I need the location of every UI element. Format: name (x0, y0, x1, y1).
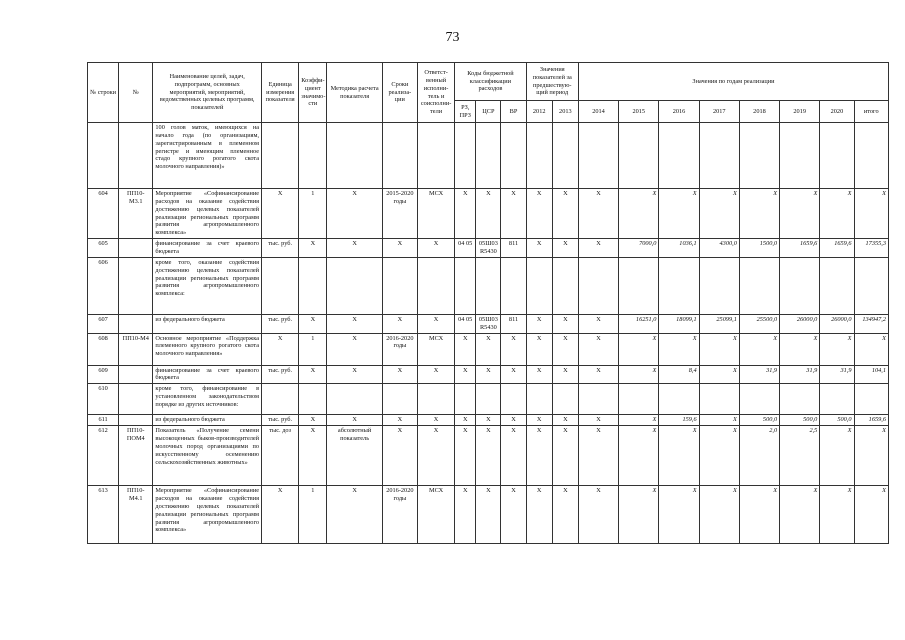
table-row (88, 314, 889, 333)
cell-resp: МСХ (417, 189, 454, 239)
cell-y2020: 500,0 (820, 415, 854, 426)
cell-y2017: X (699, 365, 739, 384)
cell-y2014: X (578, 415, 618, 426)
cell-rz: 04 05 (455, 314, 476, 333)
cell-y2019: X (780, 189, 820, 239)
cell-y2018: 2,0 (739, 426, 779, 486)
cell-rz: X (455, 486, 476, 544)
cell-method (327, 257, 382, 314)
cell-y2014 (578, 257, 618, 314)
cell-method: X (327, 486, 382, 544)
cell-y2020: X (820, 189, 854, 239)
cell-method (327, 384, 382, 415)
header-unit: Единица измерения показателя (262, 63, 299, 123)
cell-row: 611 (88, 415, 119, 426)
cell-resp: МСХ (417, 486, 454, 544)
table-row (88, 486, 889, 544)
cell-total: X (854, 486, 888, 544)
cell-y2016: X (659, 189, 699, 239)
cell-y2015: 16251,0 (619, 314, 659, 333)
cell-y2017: X (699, 415, 739, 426)
cell-row: 607 (88, 314, 119, 333)
cell-unit: тыс. руб. (262, 365, 299, 384)
cell-y2017 (699, 123, 739, 189)
cell-rz (455, 384, 476, 415)
header-code-vr: ВР (501, 101, 526, 123)
cell-y2020 (820, 384, 854, 415)
cell-row: 604 (88, 189, 119, 239)
header-year-2016: 2016 (659, 101, 699, 123)
cell-total: X (854, 333, 888, 365)
cell-y2017 (699, 384, 739, 415)
cell-rz (455, 257, 476, 314)
cell-method: X (327, 333, 382, 365)
cell-vr (501, 384, 526, 415)
cell-terms: X (382, 365, 417, 384)
cell-y2016: 159,6 (659, 415, 699, 426)
cell-total (854, 123, 888, 189)
cell-y2014 (578, 384, 618, 415)
cell-y2018: 25500,0 (739, 314, 779, 333)
cell-unit: X (262, 486, 299, 544)
header-code-rz: РЗ, ПРЗ (455, 101, 476, 123)
header-year-2015: 2015 (619, 101, 659, 123)
header-total: итого (854, 101, 888, 123)
cell-y2012: X (526, 333, 552, 365)
cell-terms: 2015-2020 годы (382, 189, 417, 239)
cell-unit: тыс. руб. (262, 415, 299, 426)
cell-method: абсолютный показатель (327, 426, 382, 486)
cell-y2013: X (552, 426, 578, 486)
cell-num (119, 239, 153, 258)
cell-terms: X (382, 415, 417, 426)
cell-total: 1659,6 (854, 415, 888, 426)
cell-unit (262, 384, 299, 415)
cell-resp: X (417, 365, 454, 384)
cell-rz: X (455, 426, 476, 486)
cell-y2016: X (659, 486, 699, 544)
cell-row (88, 123, 119, 189)
cell-name: финансирование за счет краевого бюджета (153, 365, 262, 384)
cell-name: Мероприятие «Софинансирование расходов на оказание содействия достижению целевых показателей реализации региональных программ развития агропромышленного комплекса» (153, 486, 262, 544)
cell-row: 609 (88, 365, 119, 384)
cell-total: 134947,2 (854, 314, 888, 333)
cell-csr (476, 123, 501, 189)
header-terms: Сроки реализа-ции (382, 63, 417, 123)
cell-y2018: 31,9 (739, 365, 779, 384)
cell-y2014: X (578, 365, 618, 384)
table-row (88, 415, 889, 426)
header-name: Наименование целей, задач, подпрограмм, основных мероприятий, мероприятий, ведомственных целевых программ, показателей (153, 63, 262, 123)
cell-y2016 (659, 123, 699, 189)
cell-coef: X (299, 314, 327, 333)
cell-y2018 (739, 384, 779, 415)
cell-vr: 811 (501, 314, 526, 333)
cell-y2012 (526, 123, 552, 189)
cell-num: ПП10-М4.1 (119, 486, 153, 544)
cell-y2015: 7000,0 (619, 239, 659, 258)
cell-vr (501, 257, 526, 314)
cell-name: финансирование за счет краевого бюджета (153, 239, 262, 258)
cell-resp (417, 123, 454, 189)
cell-total: X (854, 426, 888, 486)
cell-total: 17355,3 (854, 239, 888, 258)
cell-terms: 2016-2020 годы (382, 486, 417, 544)
cell-name: из федерального бюджета (153, 415, 262, 426)
cell-y2015: X (619, 486, 659, 544)
cell-y2017: X (699, 333, 739, 365)
cell-num: ПП10-ПОМ4 (119, 426, 153, 486)
cell-y2012 (526, 257, 552, 314)
cell-y2014: X (578, 314, 618, 333)
header-year-2018: 2018 (739, 101, 779, 123)
cell-num (119, 314, 153, 333)
indicators-table (87, 62, 889, 544)
header-responsible: Ответст-венный исполни-тель и соисполни-тели (417, 63, 454, 123)
cell-y2015: X (619, 189, 659, 239)
cell-name: Показатель «Получение семени высокоценных быков-производителей молочных пород организациями по искусственному осеменению сельскохозяйственных животных» (153, 426, 262, 486)
cell-name: кроме того, оказание содействия достижению целевых показателей реализации региональных программ развития агропромышленного комплекса: (153, 257, 262, 314)
cell-terms: X (382, 239, 417, 258)
cell-name: кроме того, финансирование в установленном законодательством порядке из других источников: (153, 384, 262, 415)
cell-csr: X (476, 486, 501, 544)
page-number: 73 (445, 30, 460, 45)
cell-y2018: X (739, 486, 779, 544)
table-body (88, 123, 889, 544)
cell-y2012: X (526, 415, 552, 426)
cell-num (119, 415, 153, 426)
cell-row: 606 (88, 257, 119, 314)
cell-csr: X (476, 189, 501, 239)
cell-y2014: X (578, 426, 618, 486)
cell-y2020: X (820, 333, 854, 365)
header-year-2014: 2014 (578, 101, 618, 123)
cell-vr: X (501, 365, 526, 384)
cell-y2012: X (526, 189, 552, 239)
cell-y2013 (552, 123, 578, 189)
cell-unit: X (262, 189, 299, 239)
cell-csr: X (476, 426, 501, 486)
cell-rz: X (455, 333, 476, 365)
cell-y2015 (619, 384, 659, 415)
header-year-2017: 2017 (699, 101, 739, 123)
cell-y2019 (780, 384, 820, 415)
cell-y2016: X (659, 426, 699, 486)
cell-y2017: X (699, 486, 739, 544)
cell-y2018: 1500,0 (739, 239, 779, 258)
cell-y2019: X (780, 486, 820, 544)
cell-coef: X (299, 365, 327, 384)
cell-csr: X (476, 333, 501, 365)
cell-terms: 2016-2020 годы (382, 333, 417, 365)
cell-y2019: 2,5 (780, 426, 820, 486)
cell-coef (299, 123, 327, 189)
cell-y2012: X (526, 426, 552, 486)
cell-y2018 (739, 123, 779, 189)
header-row-number: № строки (88, 63, 119, 123)
cell-unit: X (262, 333, 299, 365)
cell-y2017 (699, 257, 739, 314)
cell-y2014: X (578, 486, 618, 544)
cell-resp (417, 384, 454, 415)
cell-y2020 (820, 123, 854, 189)
cell-method: X (327, 314, 382, 333)
header-code-csr: ЦСР (476, 101, 501, 123)
cell-y2015 (619, 257, 659, 314)
cell-y2018 (739, 257, 779, 314)
cell-num (119, 384, 153, 415)
cell-y2018: 500,0 (739, 415, 779, 426)
cell-terms: X (382, 314, 417, 333)
cell-row: 608 (88, 333, 119, 365)
cell-num (119, 123, 153, 189)
cell-terms: X (382, 426, 417, 486)
cell-y2013: X (552, 239, 578, 258)
header-method: Методика расчета показателя (327, 63, 382, 123)
cell-coef: X (299, 239, 327, 258)
cell-total (854, 384, 888, 415)
cell-csr: X (476, 365, 501, 384)
cell-y2016 (659, 257, 699, 314)
cell-y2013: X (552, 365, 578, 384)
cell-y2014: X (578, 333, 618, 365)
cell-rz: X (455, 365, 476, 384)
table-row (88, 239, 889, 258)
cell-method: X (327, 415, 382, 426)
cell-y2013: X (552, 415, 578, 426)
cell-terms (382, 123, 417, 189)
cell-csr: 05Ш03 R5430 (476, 314, 501, 333)
cell-y2020 (820, 257, 854, 314)
cell-method (327, 123, 382, 189)
cell-y2019 (780, 257, 820, 314)
cell-vr (501, 123, 526, 189)
cell-y2020: 26000,0 (820, 314, 854, 333)
cell-coef (299, 384, 327, 415)
cell-y2013 (552, 384, 578, 415)
cell-csr: X (476, 415, 501, 426)
cell-resp: X (417, 314, 454, 333)
header-years: Значения по годам реализации (578, 63, 888, 101)
cell-row: 605 (88, 239, 119, 258)
header-row (88, 63, 889, 101)
cell-y2016: X (659, 333, 699, 365)
cell-coef (299, 257, 327, 314)
cell-y2016: 1036,1 (659, 239, 699, 258)
table-row (88, 257, 889, 314)
cell-name: из федерального бюджета (153, 314, 262, 333)
cell-name: Мероприятие «Софинансирование расходов на оказание содействия достижению целевых показателей реализации региональных программ развития агропромышленного комплекса» (153, 189, 262, 239)
cell-y2016 (659, 384, 699, 415)
cell-y2015: X (619, 415, 659, 426)
cell-unit: тыс. доз (262, 426, 299, 486)
header-year-2020: 2020 (820, 101, 854, 123)
cell-y2015: X (619, 365, 659, 384)
cell-y2017: X (699, 189, 739, 239)
cell-y2020: X (820, 426, 854, 486)
cell-terms (382, 257, 417, 314)
cell-y2016: 8,4 (659, 365, 699, 384)
cell-y2019: X (780, 333, 820, 365)
cell-y2019 (780, 123, 820, 189)
cell-y2019: 31,9 (780, 365, 820, 384)
header-budget-codes: Коды бюджетной классификации расходов (455, 63, 526, 101)
cell-method: X (327, 189, 382, 239)
cell-total (854, 257, 888, 314)
cell-rz: X (455, 415, 476, 426)
cell-coef: 1 (299, 333, 327, 365)
cell-vr: X (501, 415, 526, 426)
header-year-2012: 2012 (526, 101, 552, 123)
cell-csr (476, 257, 501, 314)
cell-coef: X (299, 426, 327, 486)
cell-y2018: X (739, 333, 779, 365)
cell-y2014: X (578, 239, 618, 258)
cell-method: X (327, 239, 382, 258)
cell-y2017: 25099,1 (699, 314, 739, 333)
cell-unit: тыс. руб. (262, 239, 299, 258)
cell-total: 104,1 (854, 365, 888, 384)
cell-resp: X (417, 415, 454, 426)
cell-y2012: X (526, 239, 552, 258)
table-row (88, 365, 889, 384)
cell-y2013: X (552, 333, 578, 365)
cell-rz (455, 123, 476, 189)
cell-vr: X (501, 426, 526, 486)
cell-csr (476, 384, 501, 415)
cell-y2014 (578, 123, 618, 189)
cell-y2019: 500,0 (780, 415, 820, 426)
cell-y2012 (526, 384, 552, 415)
cell-y2012: X (526, 365, 552, 384)
cell-csr: 05Ш03 R5430 (476, 239, 501, 258)
cell-row: 613 (88, 486, 119, 544)
cell-resp: МСХ (417, 333, 454, 365)
cell-y2017: X (699, 426, 739, 486)
header-number: № (119, 63, 153, 123)
cell-vr: 811 (501, 239, 526, 258)
table-row (88, 333, 889, 365)
cell-y2019: 1659,6 (780, 239, 820, 258)
cell-y2013: X (552, 314, 578, 333)
cell-y2015: X (619, 333, 659, 365)
cell-terms (382, 384, 417, 415)
cell-row: 610 (88, 384, 119, 415)
cell-num: ПП10-М4 (119, 333, 153, 365)
cell-rz: 04 05 (455, 239, 476, 258)
cell-y2020: 31,9 (820, 365, 854, 384)
table-row (88, 426, 889, 486)
header-year-2019: 2019 (780, 101, 820, 123)
cell-y2014: X (578, 189, 618, 239)
cell-y2020: 1659,6 (820, 239, 854, 258)
cell-vr: X (501, 486, 526, 544)
cell-method: X (327, 365, 382, 384)
header-year-2013: 2013 (552, 101, 578, 123)
cell-coef: X (299, 415, 327, 426)
cell-unit: тыс. руб. (262, 314, 299, 333)
cell-resp: X (417, 239, 454, 258)
cell-coef: 1 (299, 189, 327, 239)
cell-y2018: X (739, 189, 779, 239)
cell-row: 612 (88, 426, 119, 486)
cell-resp (417, 257, 454, 314)
cell-vr: X (501, 189, 526, 239)
cell-unit (262, 123, 299, 189)
cell-y2012: X (526, 314, 552, 333)
header-coefficient: Коэффи-циент значимо-сти (299, 63, 327, 123)
cell-y2013: X (552, 486, 578, 544)
cell-unit (262, 257, 299, 314)
cell-y2015: X (619, 426, 659, 486)
cell-resp: X (417, 426, 454, 486)
cell-y2019: 26000,0 (780, 314, 820, 333)
cell-y2013 (552, 257, 578, 314)
table-row (88, 123, 889, 189)
cell-num (119, 365, 153, 384)
cell-y2017: 4300,0 (699, 239, 739, 258)
cell-y2012: X (526, 486, 552, 544)
cell-y2020: X (820, 486, 854, 544)
cell-name: 100 голов маток, имеющихся на начало года (по организациям, зарегистрированным в племенном регистре и имеющим племенное стадо крупного рогатого скота молочного направления)» (153, 123, 262, 189)
cell-y2013: X (552, 189, 578, 239)
cell-num (119, 257, 153, 314)
cell-vr: X (501, 333, 526, 365)
cell-rz: X (455, 189, 476, 239)
cell-y2016: 18099,1 (659, 314, 699, 333)
cell-coef: 1 (299, 486, 327, 544)
header-previous-period: Значения показателей за предшествую-щий период (526, 63, 578, 101)
table-row (88, 189, 889, 239)
table-row (88, 384, 889, 415)
cell-name: Основное мероприятие «Поддержка племенного крупного рогатого скота молочного направления» (153, 333, 262, 365)
cell-num: ПП10-М3.1 (119, 189, 153, 239)
cell-total: X (854, 189, 888, 239)
cell-y2015 (619, 123, 659, 189)
